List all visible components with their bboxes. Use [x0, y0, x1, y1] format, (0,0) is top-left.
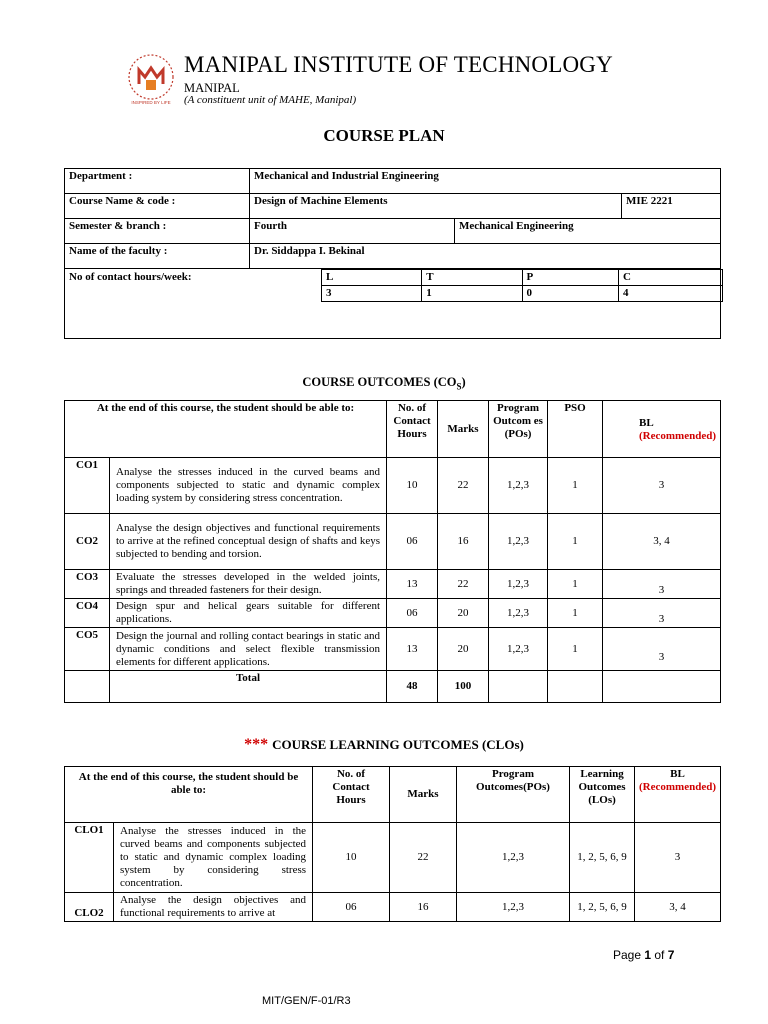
ltpc-header: T	[422, 270, 522, 286]
form-code: MIT/GEN/F-01/R3	[262, 995, 351, 1007]
clo-hours: 10	[313, 823, 390, 893]
co-pso: 1	[548, 570, 603, 599]
clo-code: CLO1	[65, 823, 114, 893]
clo-hours: 06	[313, 893, 390, 922]
co-hours: 10	[387, 458, 438, 514]
ltpc-value: 4	[619, 286, 723, 302]
ltpc-header: C	[619, 270, 723, 286]
table-row	[65, 570, 721, 599]
co-col-bl: BL	[639, 417, 654, 429]
department-value: Mechanical and Industrial Engineering	[250, 169, 721, 194]
co-hours: 13	[387, 628, 438, 671]
clo-po: 1,2,3	[457, 893, 570, 922]
clo-po: 1,2,3	[457, 823, 570, 893]
co-pso: 1	[548, 599, 603, 628]
total-hours: 48	[387, 671, 438, 703]
co-col-statement: At the end of this course, the student should be able to:	[65, 401, 387, 458]
co-bl: 3	[603, 599, 721, 628]
ltpc-value: 0	[522, 286, 619, 302]
co-code: CO4	[65, 599, 110, 628]
institute-name: MANIPAL INSTITUTE OF TECHNOLOGY	[184, 52, 613, 77]
co-pso: 1	[548, 628, 603, 671]
co-marks: 20	[438, 599, 489, 628]
institute-logo-icon	[126, 50, 176, 108]
table-row-total	[65, 671, 721, 703]
clo-bl: 3	[635, 823, 721, 893]
clo-col-marks: Marks	[390, 767, 457, 823]
co-marks: 20	[438, 628, 489, 671]
co-po: 1,2,3	[489, 628, 548, 671]
clo-lo: 1, 2, 5, 6, 9	[570, 823, 635, 893]
table-row	[65, 458, 721, 514]
course-outcomes-table	[64, 400, 721, 703]
total-marks: 100	[438, 671, 489, 703]
course-learning-outcomes-table	[64, 766, 721, 922]
co-code: CO3	[65, 570, 110, 599]
ltpc-header: P	[522, 270, 619, 286]
institute-city: MANIPAL	[184, 81, 240, 95]
document-title: COURSE PLAN	[323, 126, 445, 145]
table-row	[65, 893, 721, 922]
co-description: Design the journal and rolling contact bearings in static and dynamic conditions and select flexible transmission elements for different applications.	[110, 628, 387, 671]
clo-col-statement: At the end of this course, the student should be able to:	[65, 767, 313, 823]
ltpc-table	[321, 269, 723, 302]
semester-label: Semester & branch :	[65, 219, 250, 244]
co-pso: 1	[548, 514, 603, 570]
clo-section-heading: *** COURSE LEARNING OUTCOMES (CLOs)	[244, 736, 524, 753]
clo-lo: 1, 2, 5, 6, 9	[570, 893, 635, 922]
course-code: MIE 2221	[621, 194, 720, 219]
co-po: 1,2,3	[489, 514, 548, 570]
contact-hours-label: No of contact hours/week:	[69, 271, 192, 283]
clo-description: Analyse the design objectives and functional requirements to arrive at	[114, 893, 313, 922]
clo-col-bl-note: (Recommended)	[639, 781, 716, 793]
co-description: Design spur and helical gears suitable for different applications.	[110, 599, 387, 628]
co-code: CO5	[65, 628, 110, 671]
co-bl: 3, 4	[603, 514, 721, 570]
co-marks: 16	[438, 514, 489, 570]
table-row	[65, 599, 721, 628]
course-info-table	[64, 168, 721, 339]
co-pso: 1	[548, 458, 603, 514]
institute-subtitle: (A constituent unit of MAHE, Manipal)	[184, 94, 357, 106]
table-row	[65, 628, 721, 671]
clo-code: CLO2	[65, 893, 114, 922]
co-col-hours: No. of Contact Hours	[387, 401, 438, 458]
co-col-bl-note: (Recommended)	[639, 430, 716, 442]
co-bl: 3	[603, 628, 721, 671]
co-po: 1,2,3	[489, 570, 548, 599]
co-po: 1,2,3	[489, 599, 548, 628]
ltpc-value: 1	[422, 286, 522, 302]
course-label: Course Name & code :	[65, 194, 250, 219]
course-value: Design of Machine Elements	[250, 194, 622, 219]
co-hours: 06	[387, 599, 438, 628]
clo-marks: 22	[390, 823, 457, 893]
table-row	[65, 823, 721, 893]
faculty-label: Name of the faculty :	[65, 244, 250, 269]
ltpc-header: L	[322, 270, 422, 286]
table-row	[65, 514, 721, 570]
logo-motto: INSPIRED BY LIFE	[131, 100, 171, 105]
faculty-value: Dr. Siddappa I. Bekinal	[250, 244, 721, 269]
co-code: CO2	[65, 514, 110, 570]
co-description: Analyse the design objectives and functional requirements to arrive at the refined conceptual design of shafts and keys subjected to bending and torsion.	[110, 514, 387, 570]
co-bl: 3	[603, 570, 721, 599]
co-hours: 13	[387, 570, 438, 599]
semester-value: Fourth	[250, 219, 455, 244]
co-col-marks: Marks	[438, 401, 489, 458]
page-number: Page 1 of 7	[613, 948, 675, 962]
co-bl: 3	[603, 458, 721, 514]
co-section-heading: COURSE OUTCOMES $(CO_S)$	[302, 375, 466, 392]
co-description: Analyse the stresses induced in the curved beams and components subjected to static and dynamic complex loading system by considering stress concentration.	[110, 458, 387, 514]
co-col-po: Program Outcom es (POs)	[489, 401, 548, 458]
total-label: Total	[110, 671, 387, 703]
co-description: Evaluate the stresses developed in the welded joints, springs and threaded fasteners for their design.	[110, 570, 387, 599]
ltpc-value: 3	[322, 286, 422, 302]
institute-header	[126, 50, 646, 110]
clo-marks: 16	[390, 893, 457, 922]
stars-mark: ***	[244, 736, 269, 753]
branch-value: Mechanical Engineering	[455, 219, 721, 244]
clo-col-lo: Learning Outcomes (LOs)	[570, 767, 635, 823]
co-code: CO1	[65, 458, 110, 514]
clo-col-hours: No. of Contact Hours	[313, 767, 390, 823]
co-marks: 22	[438, 458, 489, 514]
co-marks: 22	[438, 570, 489, 599]
co-po: 1,2,3	[489, 458, 548, 514]
co-hours: 06	[387, 514, 438, 570]
clo-description: Analyse the stresses induced in the curved beams and components subjected to static and dynamic complex loading system by considering stress concentration.	[114, 823, 313, 893]
clo-col-po: Program Outcomes(POs)	[457, 767, 570, 823]
department-label: Department :	[65, 169, 250, 194]
co-col-pso: PSO	[548, 401, 603, 458]
clo-col-bl: BL	[670, 768, 685, 780]
clo-bl: 3, 4	[635, 893, 721, 922]
